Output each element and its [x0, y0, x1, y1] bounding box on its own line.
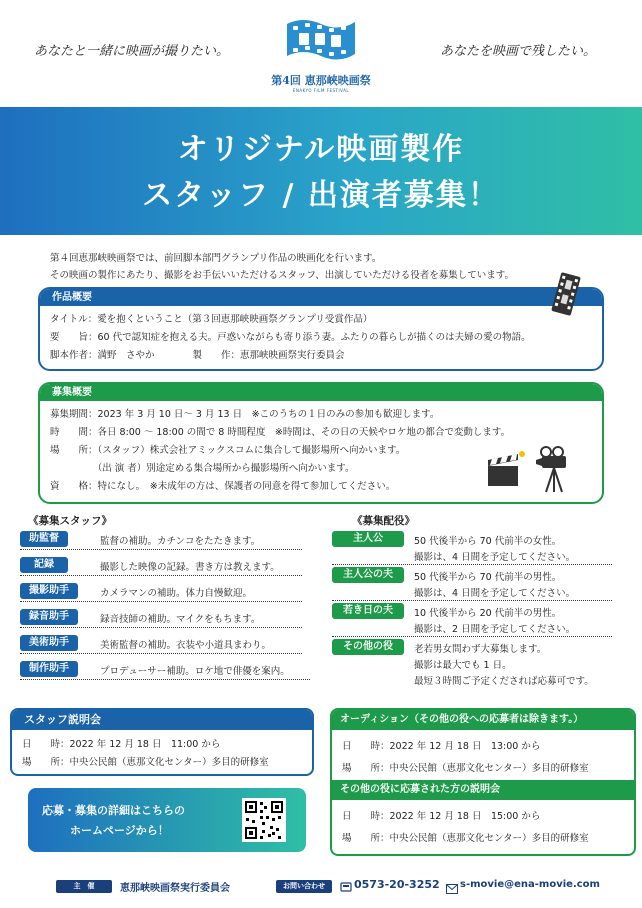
staff-role-5: 制作助手 [20, 661, 78, 677]
cast-desc2-1: 撮影は、4 日間を予定してください。 [414, 588, 576, 599]
staff-role-4: 美術助手 [20, 635, 78, 651]
cast-desc2-0: 撮影は、4 日間を予定してください。 [414, 552, 576, 563]
staff-desc-1: 撮影した映像の記録。書き方は教えます。 [100, 562, 280, 573]
banner-title-line1: オリジナル映画製作 [177, 132, 465, 167]
host-name: 恵那峡映画祭実行委員会 [120, 883, 230, 894]
festival-name: 第4回 恵那峡映画祭 [271, 74, 371, 87]
work-overview-box [38, 287, 604, 371]
cast-desc2-2: 撮影は、2 日間を予定してください。 [414, 624, 576, 635]
recruit-overview-title: 募集概要 [40, 384, 602, 401]
audition-date: 日 時：2022 年 12 月 18 日 13:00 から [342, 741, 541, 752]
staff-desc-3: 録音技師の補助。マイクをもちます。 [100, 614, 261, 625]
work-row-author: 脚本作者：満野 さやか 製 作：恵那峡映画祭実行委員会 [50, 350, 345, 361]
cast-heading: 《募集配役》 [352, 515, 415, 527]
host-tag: 主 催 [56, 880, 112, 893]
staff-session-title: スタッフ説明会 [12, 710, 312, 730]
cast-desc1-2: 10 代後半から 20 代前半の男性。 [414, 608, 562, 619]
cast-desc1-1: 50 代後半から 70 代前半の男性。 [414, 572, 562, 583]
web-cta-line1: 応募・募集の詳細はこちらの [42, 804, 185, 817]
recruit-row-place-cast: （出 演 者）別途定める集合場所から撮影場所へ向かいます。 [50, 463, 355, 474]
staff-session-date: 日 時：2022 年 12 月 18 日 11:00 から [22, 739, 221, 750]
work-row-summary: 要 旨：60 代で認知症を抱える夫。戸惑いながらも寄り添う妻。ふたりの暮らしが描くのは夫婦の愛の物語。 [50, 332, 531, 343]
other-session-date: 日 時：2022 年 12 月 18 日 15:00 から [342, 811, 541, 822]
tagline-left: あなたと一緒に映画が撮りたい。 [34, 44, 230, 59]
cast-desc1-3: 老若男女問わず大募集します。 [414, 644, 547, 655]
staff-desc-2: カメラマンの補助。体力自慢歓迎。 [100, 588, 253, 599]
contact-tag: お問い合わせ [276, 880, 332, 893]
cast-role-2: 若き日の夫 [332, 603, 404, 619]
staff-desc-4: 美術監督の補助。衣装や小道具まわり。 [100, 640, 272, 651]
intro-line2: その映画の製作にあたり、撮影をお手伝いいただけるスタッフ、出演していただける役者を募集しています。 [50, 270, 514, 281]
recruit-row-place-staff: 場 所：（スタッフ）株式会社アミックスコムに集合して撮影場所へ向かいます。 [50, 445, 406, 456]
email-address[interactable]: s-movie@ena-movie.com [460, 879, 600, 890]
staff-session-box [10, 708, 314, 776]
audition-box [330, 708, 636, 856]
cast-desc2-3: 撮影は最大でも 1 日。 [414, 660, 512, 671]
cast-role-3: その他の役 [332, 639, 404, 655]
web-cta-box[interactable] [28, 788, 306, 852]
qr-code-icon[interactable] [242, 798, 286, 842]
staff-heading: 《募集スタッフ》 [28, 515, 112, 527]
staff-desc-0: 監督の補助。カチンコをたたきます。 [100, 536, 261, 547]
cast-role-1: 主人公の夫 [332, 567, 404, 583]
staff-role-3: 録音助手 [20, 609, 78, 625]
web-cta-line2: ホームページから！ [70, 824, 169, 837]
staff-role-2: 撮影助手 [20, 583, 78, 599]
work-overview-title: 作品概要 [40, 289, 602, 306]
mail-icon [446, 879, 458, 889]
cast-note: 最短３時間ご予定くだされば応募可です。 [414, 676, 594, 687]
cast-role-0: 主人公 [332, 531, 404, 547]
festival-sub: ENAKYO FILM FESTIVAL [292, 88, 350, 93]
staff-role-0: 助監督 [20, 531, 68, 547]
other-session-place: 場 所：中央公民館（恵那文化センター）多目的研修室 [342, 833, 589, 844]
work-row-title: タイトル：愛を抱くということ（第３回恵那峡映画祭グランプリ受賞作品） [50, 314, 373, 325]
staff-session-place: 場 所：中央公民館（恵那文化センター）多目的研修室 [22, 757, 269, 768]
staff-desc-5: プロデューサー補助。ロケ地で俳優を案内。 [100, 666, 290, 677]
film-logo-icon [283, 14, 359, 66]
cast-desc1-0: 50 代後半から 70 代前半の女性。 [414, 536, 562, 547]
phone-number[interactable]: 0573-20-3252 [354, 878, 440, 891]
audition-title: オーディション（その他の役への応募者は除きます。） [332, 710, 634, 730]
intro-line1: 第４回恵那峡映画祭では、前回脚本部門グランプリ作品の映画化を行います。 [50, 253, 382, 264]
tagline-right: あなたを映画で残したい。 [440, 44, 597, 59]
other-session-title: その他の役に応募された方の説明会 [332, 780, 636, 800]
recruit-row-period: 募集期間：2023 年 3 月 10 日～ 3 月 13 日 ※このうちの１日のみの参加も歓迎します。 [50, 409, 440, 420]
film-reel-icon [546, 272, 586, 316]
recruit-row-qualification: 資 格：特になし。 ※未成年の方は、保護者の同意を得て参加してください。 [50, 481, 396, 492]
banner-title-line2: スタッフ / 出演者募集！ [142, 178, 500, 213]
audition-place: 場 所：中央公民館（恵那文化センター）多目的研修室 [342, 763, 589, 774]
staff-role-1: 記録 [20, 557, 68, 573]
recruit-row-time: 時 間：各日 8:00 ～ 18:00 の間で 8 時間程度 ※時間は、その日の天候やロケ地の都合で変動します。 [50, 427, 511, 438]
phone-icon [340, 878, 352, 890]
clapper-camera-icon [484, 446, 574, 494]
